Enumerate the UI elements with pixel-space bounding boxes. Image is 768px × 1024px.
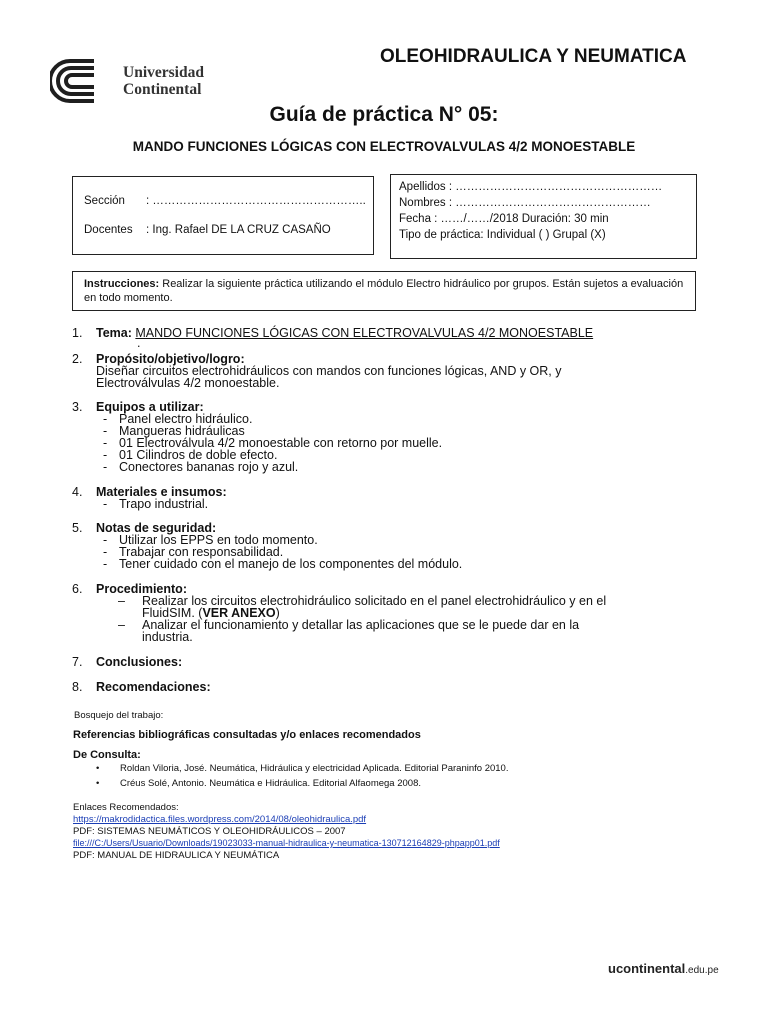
section-number: 8. <box>72 680 83 694</box>
docentes-row <box>84 223 331 238</box>
enlaces-title: Enlaces Recomendados: <box>73 802 179 813</box>
instructions-text <box>84 277 690 305</box>
consulta-title: De Consulta: <box>73 749 141 761</box>
fecha-row[interactable]: Fecha : ……/……/2018 Duración: 30 min <box>399 213 609 225</box>
footer-brand <box>608 961 719 976</box>
list-item: - Trabajar con responsabilidad. <box>103 545 284 559</box>
list-item: - Conectores bananas rojo y azul. <box>103 460 299 474</box>
section-procedimiento <box>72 583 712 645</box>
seccion-label: Sección <box>84 195 125 207</box>
proposito-line2: Electroválvulas 4/2 monoestable. <box>96 376 280 390</box>
footer-brand-name: ucontinental <box>608 961 686 976</box>
seccion-value[interactable]: : ……………………………………………….. <box>146 195 366 207</box>
references-title: Referencias bibliográficas consultadas y/o enlaces recomendados <box>73 729 421 741</box>
section-recomendaciones <box>72 681 712 695</box>
list-item: - 01 Electroválvula 4/2 monoestable con retorno por muelle. <box>103 436 443 450</box>
section-seguridad <box>72 522 712 572</box>
list-item: - Tener cuidado con el manejo de los componentes del módulo. <box>103 557 463 571</box>
logo-text <box>123 64 204 98</box>
section-label: Tema: <box>96 326 132 340</box>
guide-title: Guía de práctica N° 05: <box>269 103 499 126</box>
instructions-label: Instrucciones: <box>84 278 160 290</box>
section-conclusiones <box>72 656 712 670</box>
section-label: Materiales e insumos: <box>96 485 227 499</box>
list-item: - Trapo industrial. <box>103 497 209 511</box>
tema-text: MANDO FUNCIONES LÓGICAS CON ELECTROVALVULAS 4/2 MONOESTABLE <box>135 326 594 340</box>
list-item-continuation: FluidSIM. (VER ANEXO) <box>142 606 280 620</box>
link-manual-file[interactable]: file:///C:/Users/Usuario/Downloads/19023033-manual-hidraulica-y-neumatica-130712164829-phpapp01.pdf <box>73 838 500 848</box>
section-proposito <box>72 353 712 393</box>
section-materiales <box>72 486 712 512</box>
reference-item: • Roldan Viloria, José. Neumática, Hidráulica y electricidad Aplicada. Editorial Paraninfo 2010. <box>96 763 509 774</box>
section-label: Propósito/objetivo/logro: <box>96 352 245 366</box>
tema-dot: . <box>137 336 141 350</box>
section-number: 5. <box>72 521 83 535</box>
bosquejo-label: Bosquejo del trabajo: <box>74 710 164 721</box>
student-info-left-box <box>72 176 374 255</box>
section-number: 1. <box>72 326 83 340</box>
instructions-body: Realizar la siguiente práctica utilizando el módulo Electro hidráulico por grupos. Están sujetos a evaluación en todo momento. <box>84 278 684 304</box>
section-label: Equipos a utilizar: <box>96 400 204 414</box>
logo-line1: Universidad <box>123 64 204 81</box>
apellidos-row[interactable]: Apellidos : ……………………………………………… <box>399 181 663 193</box>
nombres-row[interactable]: Nombres : …………………………………………… <box>399 197 651 209</box>
guide-subtitle: MANDO FUNCIONES LÓGICAS CON ELECTROVALVULAS 4/2 MONOESTABLE <box>132 139 636 154</box>
section-number: 3. <box>72 400 83 414</box>
list-item-continuation: industria. <box>142 630 193 644</box>
section-tema <box>72 327 672 341</box>
list-item: - Utilizar los EPPS en todo momento. <box>103 533 318 547</box>
docentes-label: Docentes <box>84 224 133 236</box>
logo-line2: Continental <box>123 81 202 98</box>
section-equipos <box>72 401 712 475</box>
section-number: 6. <box>72 582 83 596</box>
course-title: OLEOHIDRAULICA Y NEUMATICA <box>380 46 687 67</box>
section-number: 2. <box>72 352 83 366</box>
section-label: Notas de seguridad: <box>96 521 217 535</box>
section-label: Recomendaciones: <box>96 680 211 694</box>
section-label: Conclusiones: <box>96 655 183 669</box>
list-item: – Realizar los circuitos electrohidráulico solicitado en el panel electrohidráulico y en el <box>118 594 607 608</box>
proposito-line1: Diseñar circuitos electrohidráulicos con mandos con funciones lógicas, AND y OR, y <box>96 364 562 378</box>
seccion-row <box>84 194 366 209</box>
list-item: - Mangueras hidráulicas <box>103 424 245 438</box>
tipo-practica-row[interactable]: Tipo de práctica: Individual ( ) Grupal (X) <box>399 229 606 241</box>
list-item: - Panel electro hidráulico. <box>103 412 253 426</box>
footer-domain: .edu.pe <box>685 965 719 976</box>
section-number: 7. <box>72 655 83 669</box>
link-oleohidraulica[interactable]: https://makrodidactica.files.wordpress.com/2014/08/oleohidraulica.pdf <box>73 814 367 825</box>
reference-item: • Créus Solé, Antonio. Neumática e Hidráulica. Editorial Alfaomega 2008. <box>96 778 422 789</box>
section-number: 4. <box>72 485 83 499</box>
list-item: - 01 Cilindros de doble efecto. <box>103 448 278 462</box>
list-item: – Analizar el funcionamiento y detallar las aplicaciones que se le puede dar en la <box>118 618 580 632</box>
section-label: Procedimiento: <box>96 582 187 596</box>
ver-anexo-text: VER ANEXO <box>202 606 276 620</box>
pdf-sistemas-label: PDF: SISTEMAS NEUMÁTICOS Y OLEOHIDRÁULICOS – 2007 <box>73 826 346 837</box>
docentes-value: : Ing. Rafael DE LA CRUZ CASAÑO <box>146 224 331 236</box>
pdf-manual-label: PDF: MANUAL DE HIDRAULICA Y NEUMÁTICA <box>73 850 280 861</box>
